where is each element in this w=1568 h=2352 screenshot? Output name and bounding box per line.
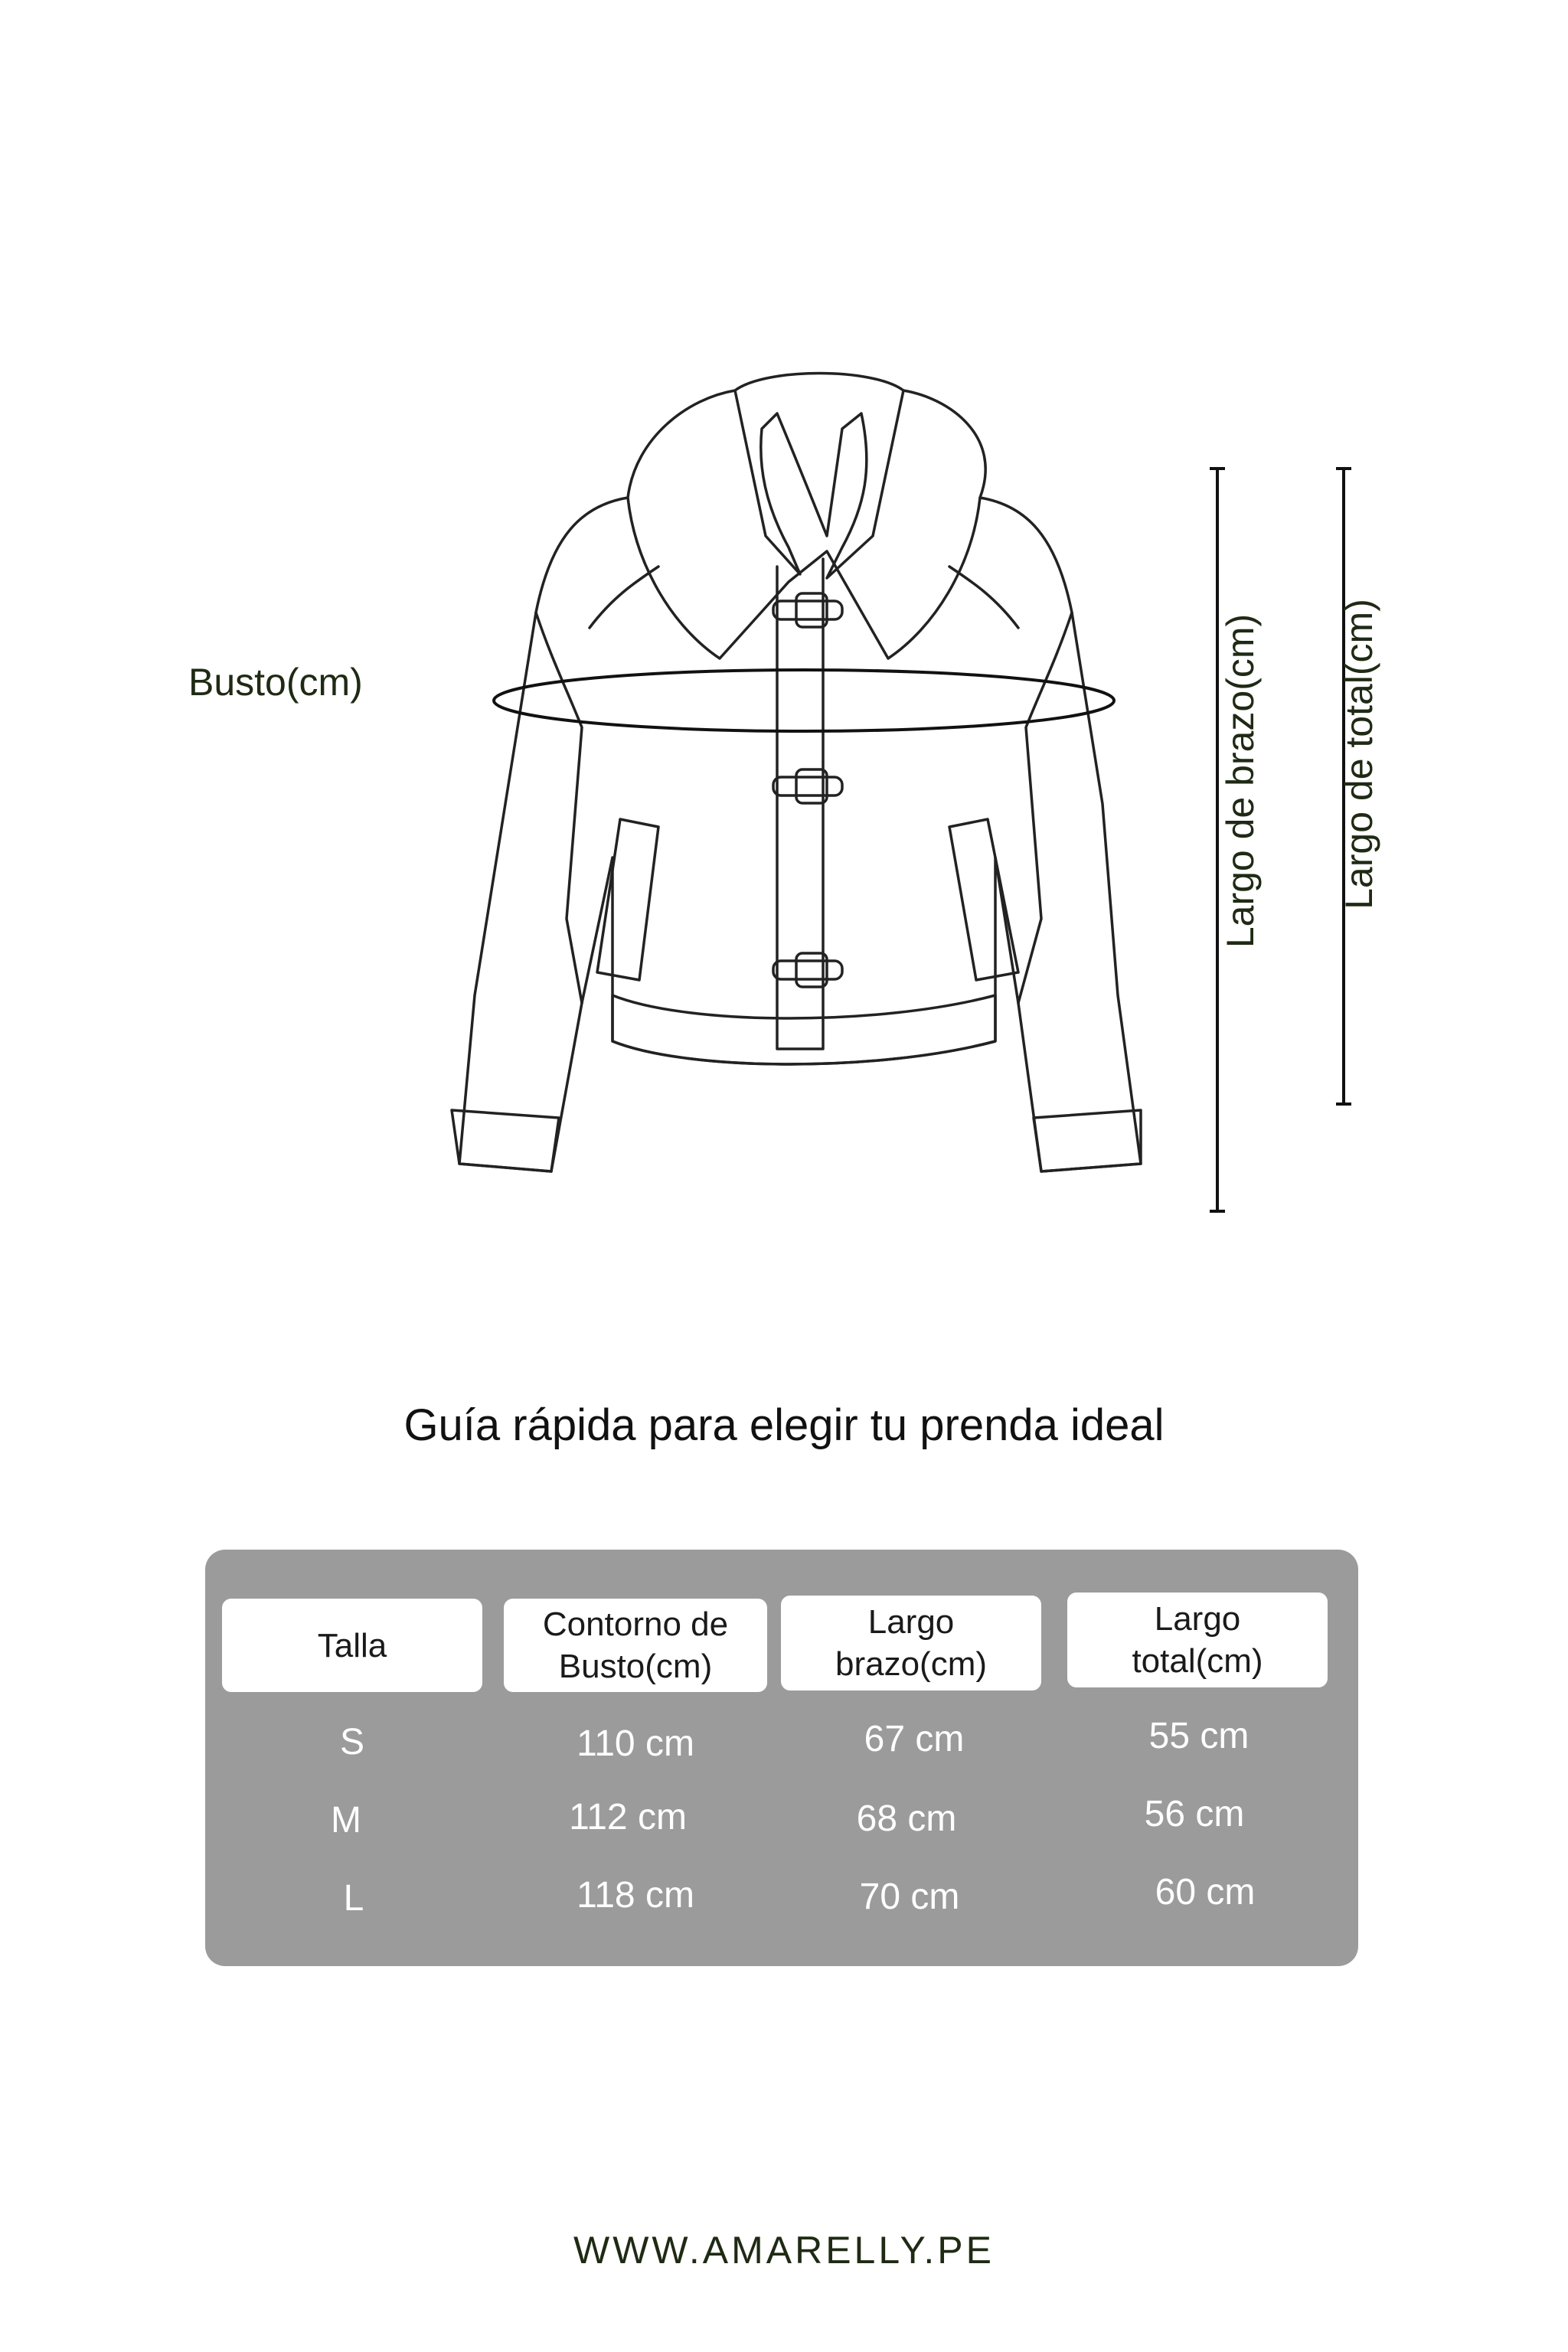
row-s-size: S bbox=[339, 1722, 364, 1762]
bust-measure-ellipse bbox=[494, 670, 1114, 731]
row-l-size: L bbox=[343, 1878, 364, 1919]
size-table bbox=[205, 1550, 1358, 1966]
clasp-1 bbox=[773, 593, 842, 627]
header-arm-length: Largo brazo(cm) bbox=[781, 1596, 1041, 1690]
row-s-arm: 67 cm bbox=[864, 1719, 965, 1759]
hem-band bbox=[612, 995, 995, 1064]
header-total-length: Largo total(cm) bbox=[1067, 1592, 1328, 1687]
arm-length-label: Largo de brazo(cm) bbox=[1219, 613, 1262, 949]
jacket-body bbox=[459, 498, 1141, 1171]
row-m-arm: 68 cm bbox=[856, 1798, 957, 1839]
row-l-total: 60 cm bbox=[1155, 1872, 1256, 1913]
row-s-bust: 110 cm bbox=[577, 1723, 694, 1764]
row-m-bust: 112 cm bbox=[569, 1797, 687, 1838]
row-m-size: M bbox=[331, 1800, 361, 1841]
left-pocket bbox=[597, 819, 658, 980]
right-cuff bbox=[1034, 1110, 1141, 1171]
guide-title: Guía rápida para elegir tu prenda ideal bbox=[403, 1400, 1165, 1450]
header-size: Talla bbox=[222, 1599, 482, 1692]
total-length-label: Largo de total(cm) bbox=[1338, 599, 1380, 910]
bust-label: Busto(cm) bbox=[188, 661, 363, 704]
website-url[interactable]: WWW.AMARELLY.PE bbox=[573, 2229, 995, 2272]
row-l-bust: 118 cm bbox=[577, 1875, 694, 1916]
header-bust: Contorno de Busto(cm) bbox=[504, 1599, 767, 1692]
clasp-3 bbox=[773, 953, 842, 987]
row-s-total: 55 cm bbox=[1148, 1716, 1250, 1756]
row-m-total: 56 cm bbox=[1144, 1794, 1245, 1834]
left-cuff bbox=[452, 1110, 559, 1171]
right-pocket bbox=[949, 819, 1018, 980]
row-l-arm: 70 cm bbox=[859, 1877, 960, 1917]
clasp-2 bbox=[773, 769, 842, 803]
